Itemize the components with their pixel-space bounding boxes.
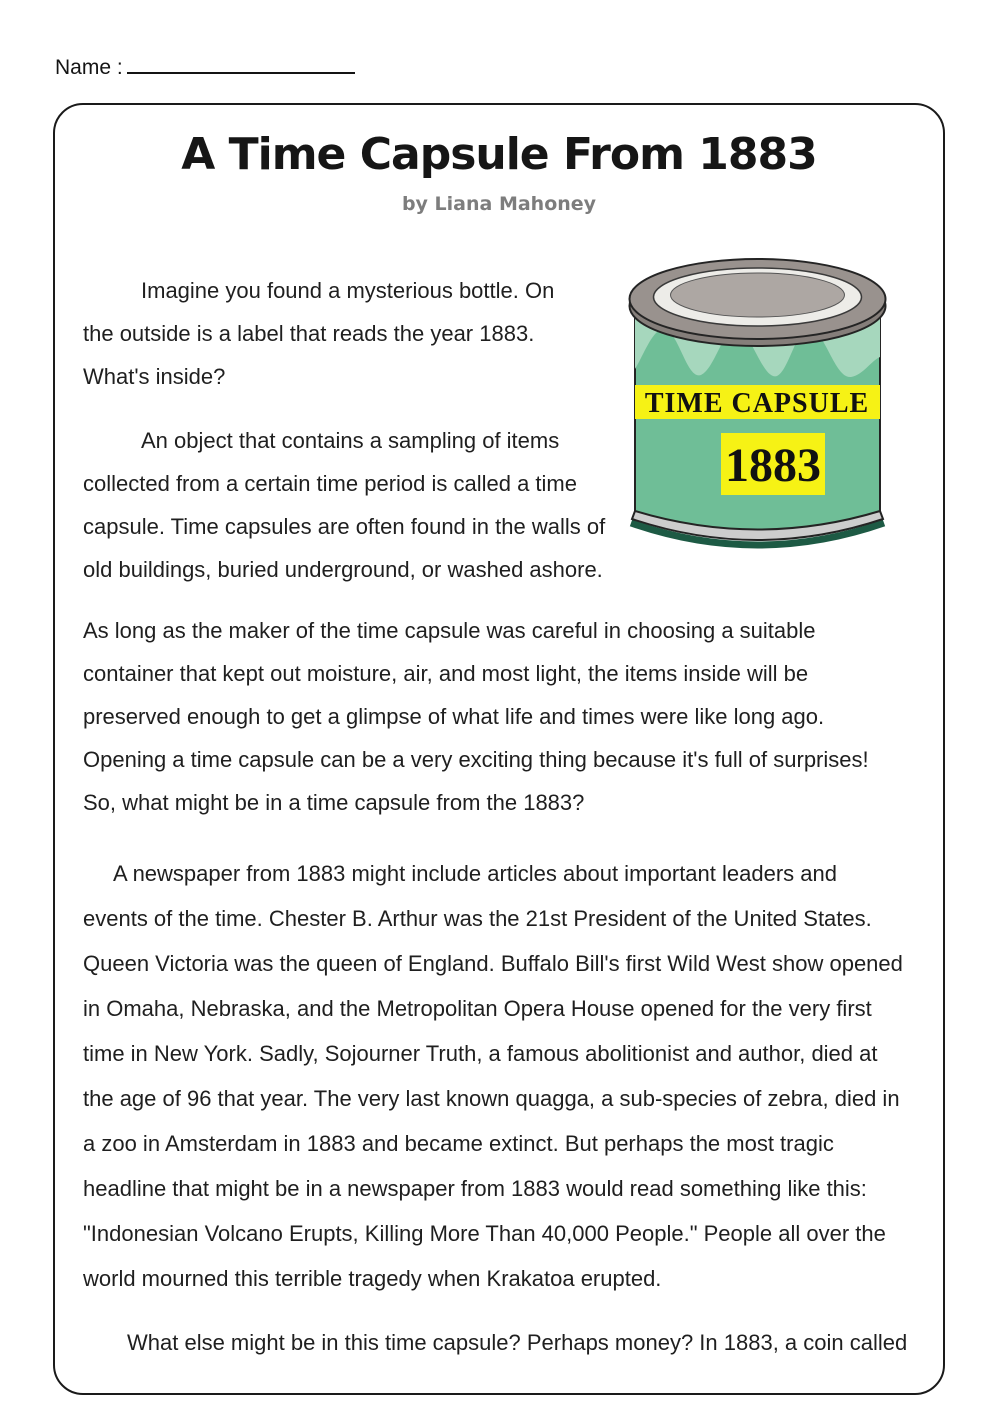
text-line: capsule. Time capsules are often found in the walls of xyxy=(83,514,606,539)
page-title: A Time Capsule From 1883 xyxy=(181,129,817,180)
name-blank-field[interactable] xyxy=(127,48,355,74)
text-line: the age of 96 that year. The very last known quagga, a sub-species of zebra, died in xyxy=(83,1086,900,1111)
can-lid xyxy=(630,259,886,346)
text-line: old buildings, buried underground, or washed ashore. xyxy=(83,557,603,582)
text-line: What else might be in this time capsule? Perhaps money? In 1883, a coin called xyxy=(127,1330,908,1355)
text-line: time in New York. Sadly, Sojourner Truth, a famous abolitionist and author, died at xyxy=(83,1041,878,1066)
text-line: preserved enough to get a glimpse of what life and times were like long ago. xyxy=(83,704,825,729)
paragraph-definition xyxy=(83,419,663,591)
name-label: Name : xyxy=(55,56,123,79)
text-line: the outside is a label that reads the year 1883. xyxy=(83,321,535,346)
text-line: Imagine you found a mysterious bottle. On xyxy=(141,278,555,303)
lid-center xyxy=(671,273,845,317)
paragraph-money xyxy=(83,1321,933,1364)
text-line: An object that contains a sampling of items xyxy=(141,428,560,453)
text-line: container that kept out moisture, air, and most light, the items inside will be xyxy=(83,661,809,686)
name-row xyxy=(55,48,355,80)
text-line: in Omaha, Nebraska, and the Metropolitan Opera House opened for the very first xyxy=(83,996,872,1021)
text-line: headline that might be in a newspaper from 1883 would read something like this: xyxy=(83,1176,867,1201)
text-line: What's inside? xyxy=(83,364,226,389)
text-line: "Indonesian Volcano Erupts, Killing More Than 40,000 People." People all over the xyxy=(83,1221,886,1246)
text-line: collected from a certain time period is called a time xyxy=(83,471,577,496)
byline: by Liana Mahoney xyxy=(401,193,597,215)
text-line: Queen Victoria was the queen of England. Buffalo Bill's first Wild West show opened xyxy=(83,951,903,976)
text-line: world mourned this terrible tragedy when Krakatoa erupted. xyxy=(83,1266,662,1291)
text-line: a zoo in Amsterdam in 1883 and became extinct. But perhaps the most tragic xyxy=(83,1131,834,1156)
time-capsule-illustration xyxy=(625,257,890,597)
text-line: events of the time. Chester B. Arthur was the 21st President of the United States. xyxy=(83,906,872,931)
paragraph-newspaper xyxy=(83,851,933,1301)
text-line: As long as the maker of the time capsule was careful in choosing a suitable xyxy=(83,618,816,643)
text-line: Opening a time capsule can be a very exciting thing because it's full of surprises! xyxy=(83,747,869,772)
text-line: A newspaper from 1883 might include articles about important leaders and xyxy=(113,861,837,886)
year-text: 1883 xyxy=(725,439,821,492)
text-line: So, what might be in a time capsule from the 1883? xyxy=(83,790,585,815)
paragraph-intro xyxy=(83,269,663,398)
paragraph-definition-continued xyxy=(83,609,933,824)
article-frame xyxy=(53,103,945,1395)
label-band-text: TIME CAPSULE xyxy=(644,388,870,419)
